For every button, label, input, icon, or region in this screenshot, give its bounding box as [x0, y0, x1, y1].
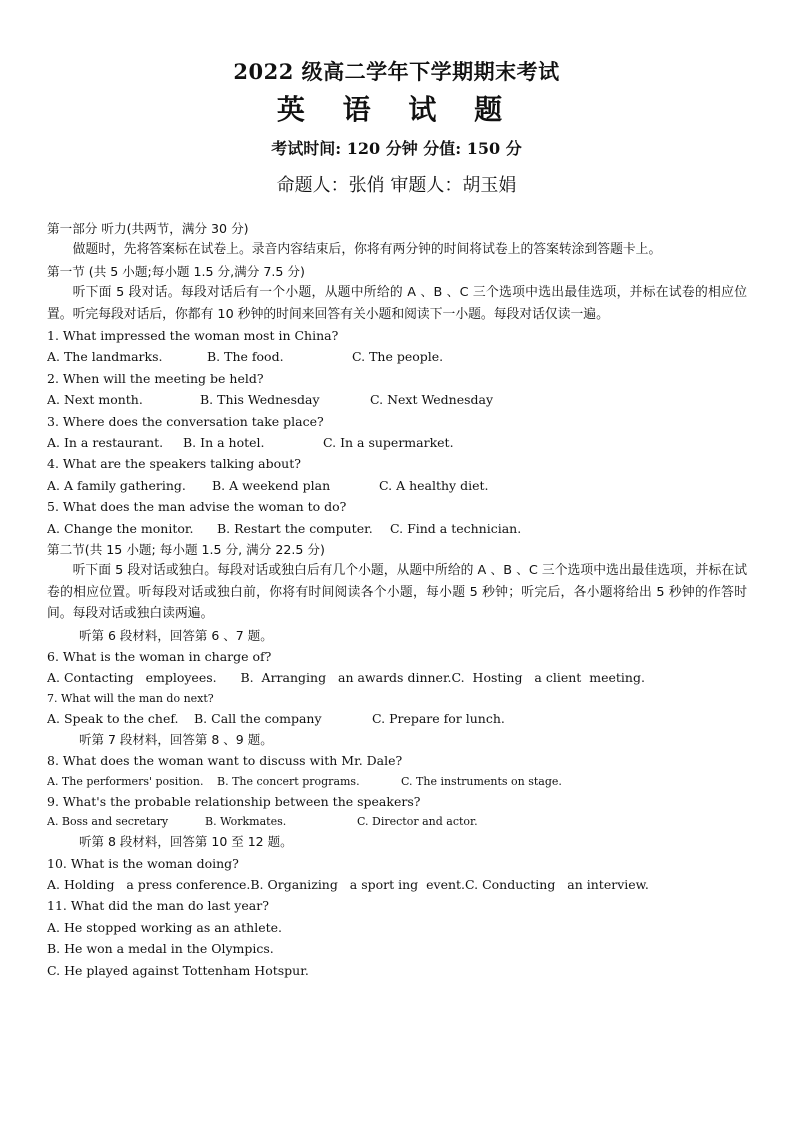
question-4: 4. What are the speakers talking about?	[47, 456, 301, 472]
exam-subject: 英 语 试 题	[276, 93, 517, 126]
material-8-heading: 听第 8 段材料，回答第 10 至 12 题。	[79, 834, 293, 850]
option-a: A. Speak to the chef.	[47, 710, 179, 726]
question-6: 6. What is the woman in charge of?	[47, 648, 272, 664]
option-c: C. Find a technician.	[390, 520, 522, 536]
question-11-option-a: A. He stopped working as an athlete.	[47, 919, 283, 935]
question-9-options	[47, 812, 747, 831]
option-b: B. Workmates.	[205, 815, 287, 829]
question-3-options	[47, 432, 747, 453]
question-4-options	[47, 475, 747, 496]
question-11-option-b: B. He won a medal in the Olympics.	[47, 941, 274, 957]
option-a: A. A family gathering.	[47, 477, 186, 493]
question-11: 11. What did the man do last year?	[47, 898, 269, 914]
exam-title: 2022 级高二学年下学期期末考试	[233, 59, 560, 84]
material-7-heading: 听第 7 段材料，回答第 8 、9 题。	[79, 732, 273, 748]
question-5: 5. What does the man advise the woman to do?	[47, 499, 347, 515]
question-8-options	[47, 772, 747, 791]
option-b: B. This Wednesday	[200, 392, 320, 408]
option-a: A. The landmarks.	[47, 349, 163, 365]
question-10-options: A. Holding a press conference.B. Organizing a sport ing event.C. Conducting an interview.	[47, 877, 649, 893]
section2-heading: 第二节(共 15 小题; 每小题 1.5 分, 满分 22.5 分)	[47, 541, 325, 557]
question-6-options: A. Contacting employees. B. Arranging an awards dinner.C. Hosting a client meeting.	[47, 670, 645, 686]
question-5-options	[47, 518, 747, 539]
option-a: A. Boss and secretary	[47, 815, 169, 829]
option-a: A. Change the monitor.	[47, 520, 194, 536]
question-10: 10. What is the woman doing?	[47, 855, 239, 871]
option-b: B. A weekend plan	[212, 477, 331, 493]
section1-instruction: 听下面 5 段对话。每段对话后有一个小题，从题中所给的 A 、B 、C 三个选项中选出最佳选项，并标在试卷的相应位置。听完每段对话后，你都有 10 秒钟的时间来回答有关小题和阅读下一小题。每段对话仅读一遍。	[47, 285, 747, 322]
option-c: C. The people.	[352, 349, 444, 365]
exam-authors: 命题人：张俏 审题人：胡玉娟	[276, 175, 517, 196]
option-c: C. Next Wednesday	[370, 392, 494, 408]
exam-meta: 考试时间: 120 分钟 分值: 150 分	[271, 139, 522, 158]
option-b: B. The concert programs.	[217, 774, 360, 788]
question-1-options	[47, 346, 747, 367]
option-b: B. Restart the computer.	[217, 520, 373, 536]
section1-heading: 第一节 (共 5 小题;每小题 1.5 分,满分 7.5 分)	[47, 263, 305, 279]
question-7: 7. What will the man do next?	[47, 691, 214, 705]
option-b: B. In a hotel.	[183, 434, 265, 450]
option-c: C. Director and actor.	[357, 815, 478, 829]
section2-instruction: 听下面 5 段对话或独白。每段对话或独白后有几个小题，从题中所给的 A 、B 、C 三个选项中选出最佳选项，并标在试卷的相应位置。听每段对话或独白前，你将有时间阅读各个小题，每小题 5 秒钟；听完后，各小题将给出 5 秒钟的作答时间。每段对话或独白读两遍。	[47, 563, 747, 622]
option-c: C. A healthy diet.	[379, 477, 489, 493]
part1-heading: 第一部分 听力(共两节，满分 30 分)	[47, 221, 249, 236]
question-2: 2. When will the meeting be held?	[47, 370, 264, 386]
question-2-options	[47, 389, 747, 410]
question-11-option-c: C. He played against Tottenham Hotspur.	[47, 962, 309, 978]
option-b: B. Call the company	[194, 710, 322, 726]
question-1: 1. What impressed the woman most in China?	[47, 328, 339, 343]
question-8: 8. What does the woman want to discuss with Mr. Dale?	[47, 753, 403, 769]
part1-instruction: 做题时，先将答案标在试卷上。录音内容结束后，你将有两分钟的时间将试卷上的答案转涂到答题卡上。	[72, 242, 662, 258]
option-c: C. The instruments on stage.	[401, 774, 562, 788]
question-9: 9. What's the probable relationship between the speakers?	[47, 793, 421, 809]
option-b: B. The food.	[207, 349, 284, 365]
question-3: 3. Where does the conversation take place?	[47, 413, 324, 429]
option-a: A. The performers' position.	[47, 774, 204, 788]
exam-body	[47, 218, 747, 981]
option-a: A. In a restaurant.	[47, 434, 164, 450]
option-c: C. In a supermarket.	[323, 434, 454, 450]
option-a: A. Next month.	[47, 392, 143, 408]
material-6-heading: 听第 6 段材料，回答第 6 、7 题。	[79, 627, 273, 643]
option-c: C. Prepare for lunch.	[372, 710, 505, 726]
question-7-options	[47, 708, 747, 729]
